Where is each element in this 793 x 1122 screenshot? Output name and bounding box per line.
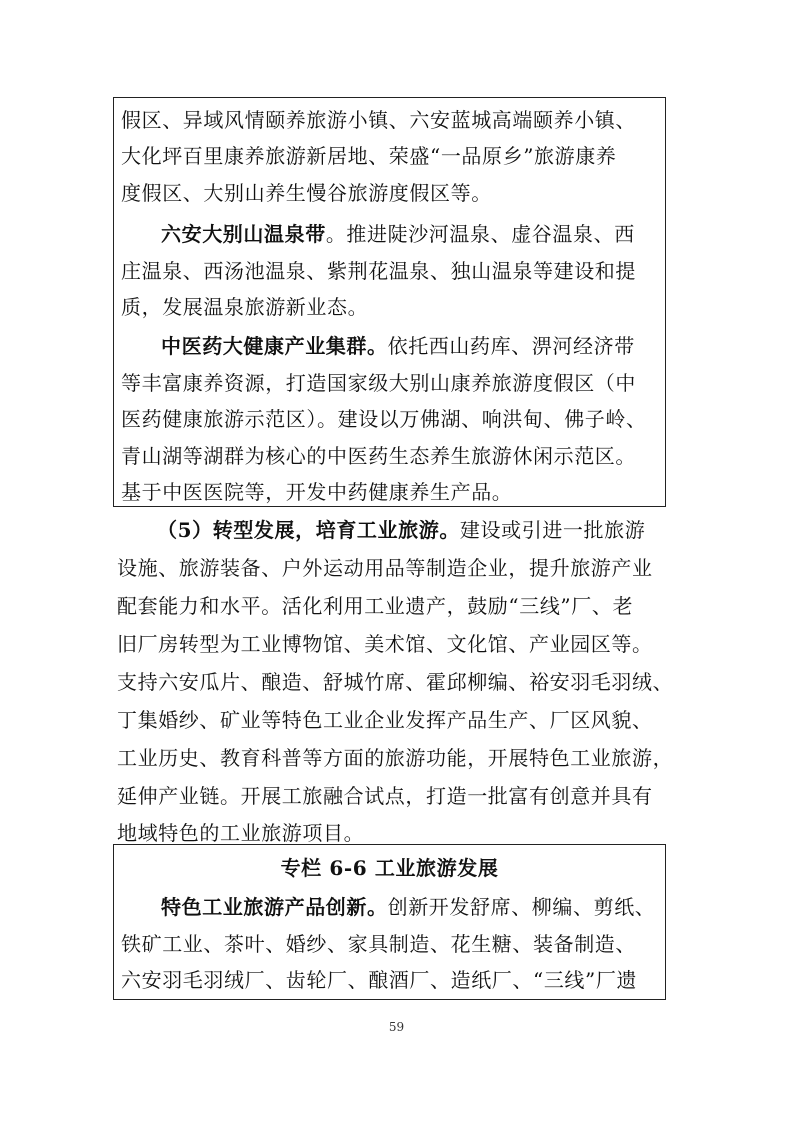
- box1-line-3: 度假区、大别山养生慢谷旅游度假区等。: [121, 181, 492, 205]
- section5-line-1: [157, 518, 645, 542]
- tcm-line-2: 等丰富康养资源，打造国家级大别山康养旅游度假区（中: [121, 371, 636, 395]
- section5-line-4: 旧厂房转型为工业博物馆、美术馆、文化馆、产业园区等。: [117, 632, 653, 656]
- section5-line-5: 支持六安瓜片、酿造、舒城竹席、霍邱柳编、裕安羽毛羽绒、: [117, 670, 674, 694]
- section5-heading: （5）转型发展，培育工业旅游。: [157, 518, 460, 542]
- hot-spring-heading: 六安大别山温泉带: [161, 222, 326, 246]
- hot-spring-line-3: 质，发展温泉旅游新业态。: [121, 295, 369, 319]
- tcm-paragraph-line-1: [161, 334, 635, 358]
- section5-line-6: 丁集婚纱、矿业等特色工业企业发挥产品生产、厂区风貌、: [117, 708, 653, 732]
- tcm-line-4: 青山湖等湖群为核心的中医药生态养生旅游休闲示范区。: [121, 444, 636, 468]
- tcm-line-3: 医药健康旅游示范区）。建设以万佛湖、响洪甸、佛子岭、: [121, 407, 647, 431]
- box2-paragraph-line-1: [161, 895, 655, 919]
- box2-line-3: 六安羽毛羽绒厂、齿轮厂、酿酒厂、造纸厂、“三线”厂遗: [121, 968, 638, 992]
- section5-line-2: 设施、旅游装备、户外运动用品等制造企业，提升旅游产业: [117, 556, 653, 580]
- tcm-text: 依托西山药库、淠河经济带: [387, 334, 635, 358]
- section5-text: 建设或引进一批旅游: [459, 518, 646, 542]
- tcm-heading: 中医药大健康产业集群。: [161, 334, 388, 358]
- box1-line-2: 大化坪百里康养旅游新居地、荣盛“一品原乡”旅游康养: [121, 144, 617, 168]
- hot-spring-paragraph-line-1: [161, 222, 635, 246]
- hot-spring-line-2: 庄温泉、西汤池温泉、紫荆花温泉、独山温泉等建设和提: [121, 259, 636, 283]
- section5-line-8: 延伸产业链。开展工旅融合试点，打造一批富有创意并具有: [117, 784, 653, 808]
- box1-line-1: 假区、异域风情颐养旅游小镇、六安蓝城高端颐养小镇、: [121, 108, 636, 132]
- page-number: 59: [388, 1020, 405, 1034]
- section5-line-9: 地域特色的工业旅游项目。: [117, 821, 365, 845]
- section5-line-7: 工业历史、教育科普等方面的旅游功能，开展特色工业旅游，: [117, 746, 674, 770]
- box2-title: 专栏 6-6 工业旅游发展: [280, 856, 499, 880]
- hot-spring-text: 。推进陡沙河温泉、虚谷温泉、西: [325, 222, 635, 246]
- section5-line-3: 配套能力和水平。活化利用工业遗产，鼓励“三线”厂、老: [117, 594, 634, 618]
- tcm-line-5: 基于中医医院等，开发中药健康养生产品。: [121, 480, 513, 504]
- box2-heading: 特色工业旅游产品创新。: [161, 895, 388, 919]
- box2-text: 创新开发舒席、柳编、剪纸、: [387, 895, 656, 919]
- box2-line-2: 铁矿工业、茶叶、婚纱、家具制造、花生糖、装备制造、: [121, 932, 636, 956]
